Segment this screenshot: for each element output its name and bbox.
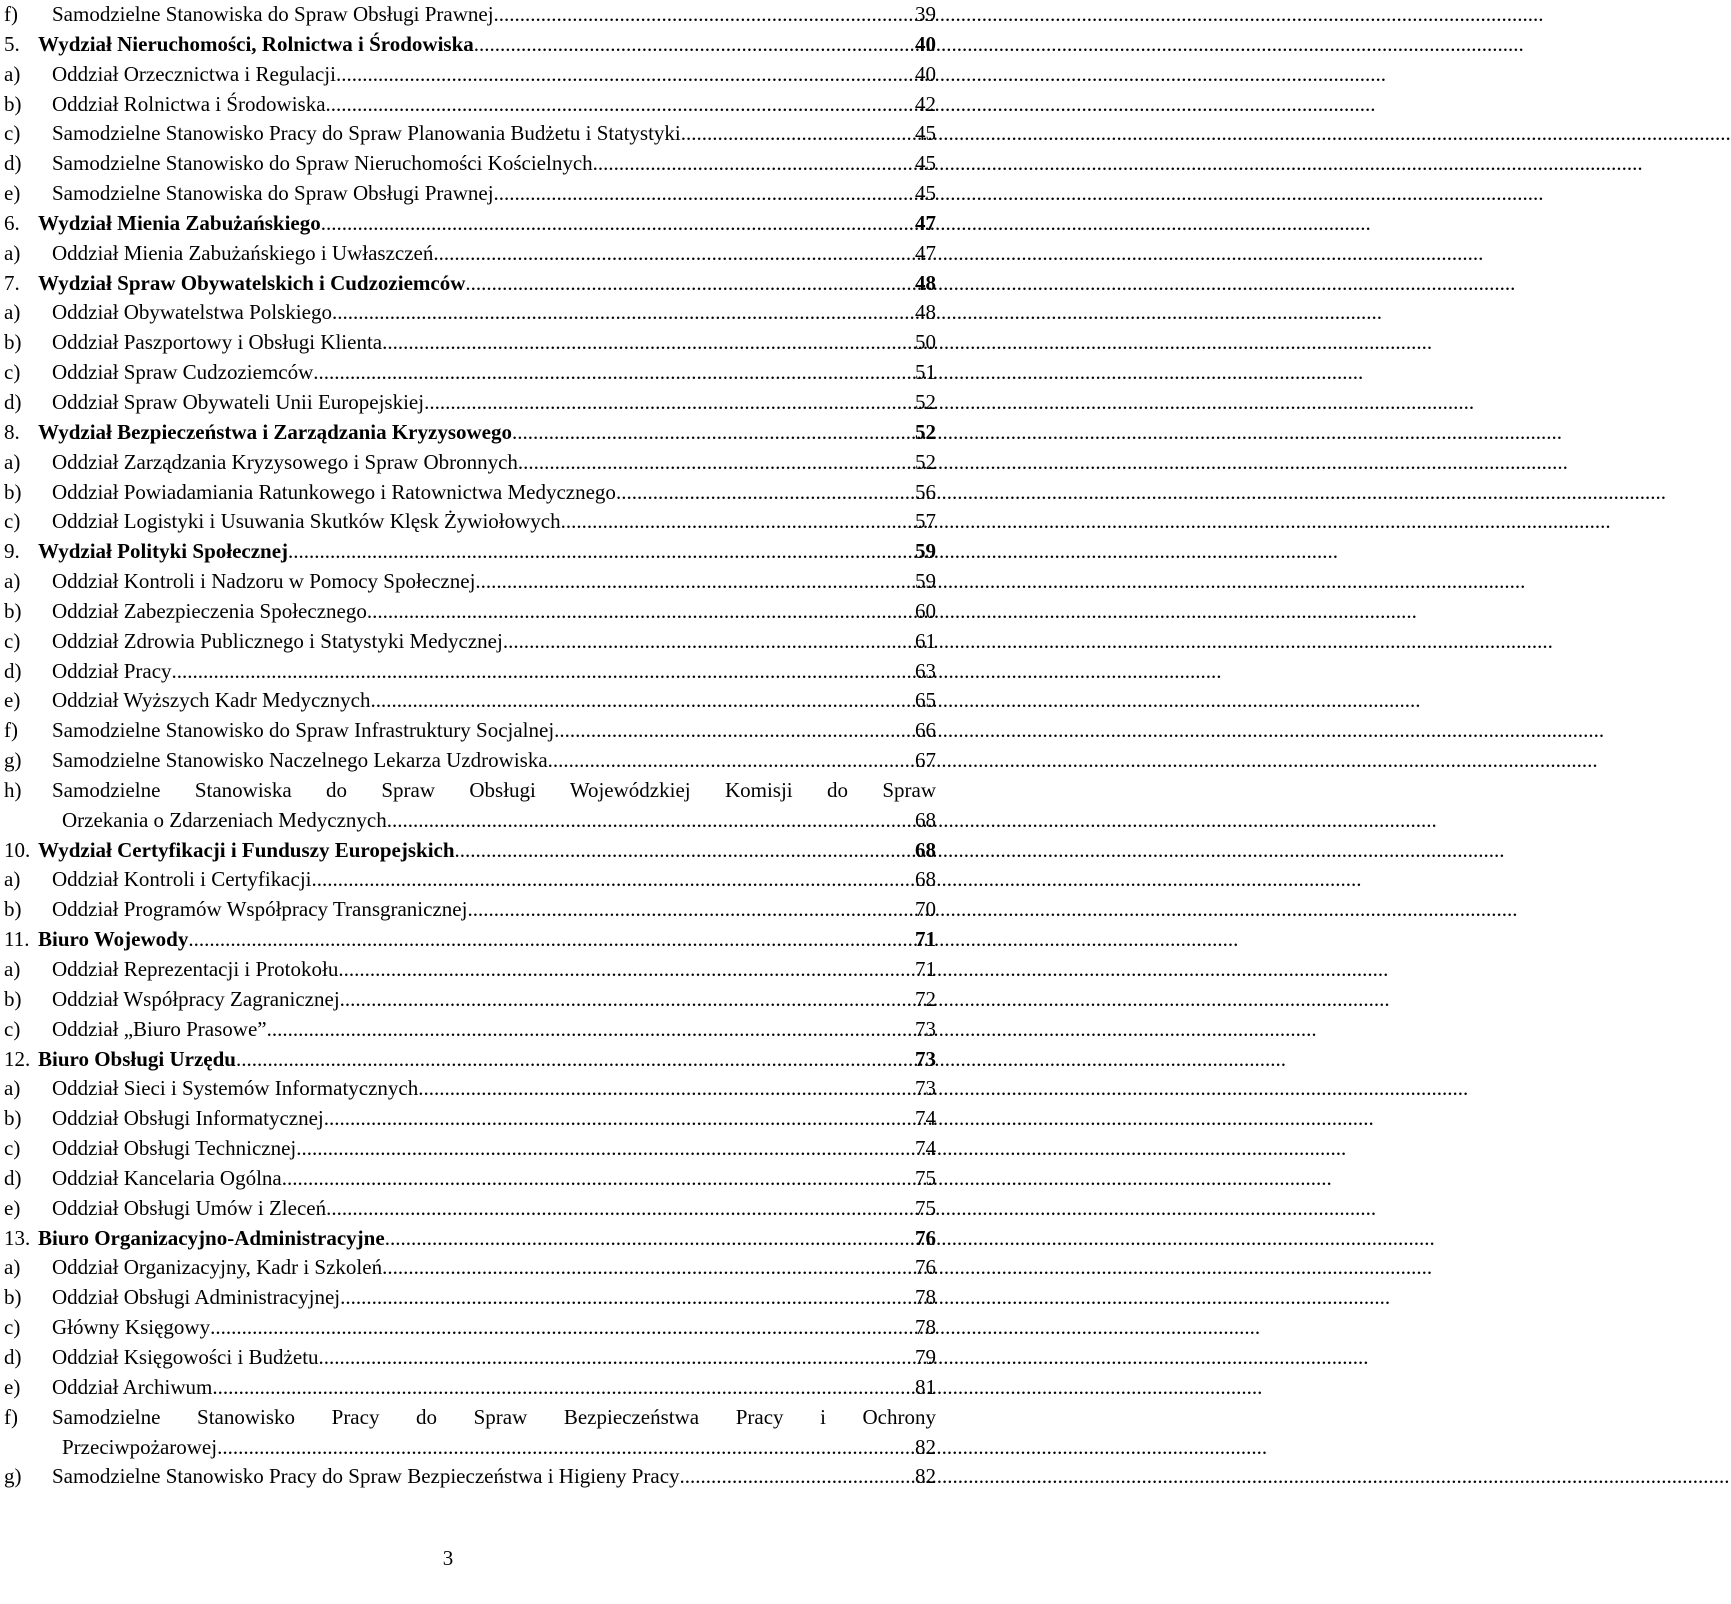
toc-entry-page: 78 [915, 1315, 936, 1340]
toc-entry-leader-dots [288, 537, 913, 567]
toc-entry-title: Oddział Rolnictwa i Środowiska [52, 91, 326, 116]
toc-entry-title: Oddział Współpracy Zagranicznej [52, 986, 340, 1011]
toc-entry-page: 68 [915, 837, 936, 862]
toc-entry-number: e) [4, 688, 21, 713]
toc-entry-title: Samodzielne Stanowisko do Spraw Nieruchomości Kościelnych [52, 151, 593, 176]
toc-entry-page: 76 [915, 1225, 936, 1250]
toc-entry-title: Wydział Nieruchomości, Rolnictwa i Środowiska [38, 31, 474, 56]
toc-entry-title: Oddział Spraw Obywateli Unii Europejskiej [52, 389, 425, 414]
toc-entry [4, 836, 936, 866]
toc-entry-number: c) [4, 121, 21, 146]
toc-entry [4, 149, 936, 179]
toc-entry-title: Oddział Logistyki i Usuwania Skutków Klęsk Żywiołowych [52, 509, 561, 534]
toc-entry-page: 76 [915, 1255, 936, 1280]
toc-entry-page: 59 [915, 569, 936, 594]
toc-entry-leader-dots [188, 925, 913, 955]
toc-entry-number: f) [4, 1404, 18, 1429]
toc-entry-leader-dots [554, 716, 913, 746]
toc-entry-number: a) [4, 1076, 21, 1101]
toc-entry [4, 90, 936, 120]
toc-entry-number: 8. [4, 419, 20, 444]
toc-entry-number: b) [4, 479, 22, 504]
toc-entry-page: 56 [915, 479, 936, 504]
toc-entry [4, 418, 936, 448]
toc-entry-title: Samodzielne Stanowiska do Spraw Obsługi Wojewódzkiej Komisji do Spraw [52, 777, 936, 802]
toc-entry-leader-dots [210, 1313, 913, 1343]
toc-entry [4, 1015, 936, 1045]
toc-entry-title: Oddział Kancelaria Ogólna [52, 1165, 282, 1190]
toc-entry-page: 63 [915, 658, 936, 683]
toc-entry-leader-dots [424, 388, 913, 418]
toc-entry-page: 73 [915, 1076, 936, 1101]
toc-entry [4, 209, 936, 239]
toc-entry-page: 67 [915, 748, 936, 773]
toc-entry-title: Oddział Kontroli i Nadzoru w Pomocy Społecznej [52, 569, 476, 594]
toc-entry [4, 657, 936, 687]
toc-entry-title: Oddział Organizacyjny, Kadr i Szkoleń [52, 1255, 383, 1280]
toc-entry-number: 7. [4, 270, 20, 295]
toc-entry-number: b) [4, 598, 22, 623]
toc-entry-page: 48 [915, 270, 936, 295]
toc-entry-title: Oddział Powiadamiania Ratunkowego i Ratownictwa Medycznego [52, 479, 616, 504]
toc-entry [4, 269, 936, 299]
toc-entry-page: 82 [915, 1434, 936, 1459]
toc-entry-leader-dots [313, 358, 913, 388]
toc-entry [4, 1045, 936, 1075]
toc-entry-page: 48 [915, 300, 936, 325]
toc-entry [4, 388, 936, 418]
toc-entry-title: Oddział Wyższych Kadr Medycznych [52, 688, 371, 713]
toc-entry-page: 47 [915, 210, 936, 235]
toc-entry-leader-dots [340, 985, 913, 1015]
toc-entry-page: 72 [915, 986, 936, 1011]
toc-entry-title: Oddział Sieci i Systemów Informatycznych [52, 1076, 419, 1101]
toc-entry-page: 52 [915, 389, 936, 414]
toc-entry-leader-dots [455, 836, 913, 866]
toc-entry-leader-dots [503, 627, 913, 657]
toc-entry-leader-dots [494, 179, 913, 209]
toc-entry-leader-dots [236, 1045, 913, 1075]
toc-entry-number: a) [4, 1255, 21, 1280]
toc-entry-leader-dots [616, 478, 913, 508]
toc-entry [4, 985, 936, 1015]
toc-entry-number: 5. [4, 31, 20, 56]
toc-entry-number: 10. [4, 837, 31, 862]
toc-entry-leader-dots [332, 298, 913, 328]
toc-entry-title: Samodzielne Stanowisko Pracy do Spraw Bezpieczeństwa i Higieny Pracy [52, 1464, 680, 1489]
toc-entry-page: 79 [915, 1344, 936, 1369]
toc-entry [4, 567, 936, 597]
toc-entry-title: Wydział Polityki Społecznej [38, 539, 289, 564]
toc-entry-leader-dots [593, 149, 913, 179]
toc-entry-number: d) [4, 151, 22, 176]
toc-entry [4, 507, 936, 537]
toc-entry-number: g) [4, 748, 22, 773]
toc-entry-number: a) [4, 449, 21, 474]
table-of-contents [4, 0, 936, 1492]
toc-entry-page: 45 [915, 151, 936, 176]
toc-entry-title: Oddział Obsługi Technicznej [52, 1136, 297, 1161]
toc-entry-page: 52 [915, 449, 936, 474]
toc-entry-leader-dots [324, 1104, 913, 1134]
toc-entry-page: 78 [915, 1285, 936, 1310]
toc-entry [4, 1283, 936, 1313]
toc-entry-number: d) [4, 658, 22, 683]
toc-entry [4, 895, 936, 925]
toc-entry-page: 50 [915, 330, 936, 355]
page-number: 3 [442, 1546, 454, 1570]
toc-entry-title: Samodzielne Stanowisko Pracy do Spraw Planowania Budżetu i Statystyki [52, 121, 681, 146]
toc-entry-title: Oddział Obsługi Informatycznej [52, 1106, 324, 1131]
toc-entry [4, 925, 936, 955]
toc-entry-page: 39 [915, 2, 936, 26]
toc-entry-number: f) [4, 718, 18, 743]
toc-entry-leader-dots [172, 657, 913, 687]
toc-entry-title: Oddział Archiwum [52, 1374, 213, 1399]
toc-entry [4, 686, 936, 716]
toc-entry [4, 776, 936, 806]
toc-entry [4, 1194, 936, 1224]
toc-entry-leader-dots [518, 448, 913, 478]
toc-entry-page: 71 [915, 957, 936, 981]
toc-entry-page: 82 [915, 1464, 936, 1489]
toc-entry-leader-dots [465, 269, 913, 299]
toc-entry-leader-dots [282, 1164, 913, 1194]
toc-entry [4, 1433, 936, 1463]
toc-entry-leader-dots [387, 806, 913, 836]
toc-entry-number: f) [4, 2, 18, 26]
toc-entry [4, 1104, 936, 1134]
toc-entry-title: Oddział Paszportowy i Obsługi Klienta [52, 330, 383, 355]
toc-entry-title: Oddział Obsługi Administracyjnej [52, 1285, 341, 1310]
toc-entry-number: c) [4, 628, 21, 653]
toc-entry-leader-dots [475, 567, 913, 597]
toc-entry [4, 1224, 936, 1254]
toc-entry-page: 60 [915, 598, 936, 623]
toc-entry-number: b) [4, 91, 22, 116]
toc-entry-leader-dots [548, 746, 913, 776]
toc-entry-number: b) [4, 330, 22, 355]
toc-entry-leader-dots [321, 209, 913, 239]
toc-entry-number: a) [4, 957, 21, 981]
toc-entry [4, 1313, 936, 1343]
toc-entry-page: 81 [915, 1374, 936, 1399]
toc-entry-title: Orzekania o Zdarzeniach Medycznych [62, 807, 387, 832]
toc-entry-page: 57 [915, 509, 936, 534]
toc-entry-title: Oddział Kontroli i Certyfikacji [52, 867, 312, 892]
toc-entry [4, 537, 936, 567]
toc-entry-leader-dots [212, 1373, 913, 1403]
toc-entry-title: Główny Księgowy [52, 1315, 211, 1340]
toc-entry-page: 70 [915, 897, 936, 922]
toc-entry-number: c) [4, 509, 21, 534]
toc-entry-page: 59 [915, 539, 936, 564]
toc-entry-page: 40 [915, 61, 936, 86]
toc-entry-number: c) [4, 1016, 21, 1041]
toc-entry-number: c) [4, 1315, 21, 1340]
toc-entry-number: 12. [4, 1046, 31, 1071]
toc-entry [4, 627, 936, 657]
toc-entry [4, 806, 936, 836]
toc-entry-number: h) [4, 777, 22, 802]
toc-entry-number: e) [4, 1195, 21, 1220]
toc-entry-title: Samodzielne Stanowisko Pracy do Spraw Bezpieczeństwa Pracy i Ochrony [52, 1404, 936, 1429]
toc-entry-title: Samodzielne Stanowiska do Spraw Obsługi Prawnej [52, 181, 494, 206]
toc-entry [4, 0, 936, 30]
toc-entry-title: Oddział Programów Współpracy Transgranicznej [52, 897, 468, 922]
toc-entry-leader-dots [367, 597, 913, 627]
toc-entry-title: Wydział Bezpieczeństwa i Zarządzania Kryzysowego [38, 419, 512, 444]
toc-entry-page: 74 [915, 1106, 936, 1131]
toc-entry-number: 13. [4, 1225, 31, 1250]
toc-entry [4, 1164, 936, 1194]
toc-entry-title: Oddział Orzecznictwa i Regulacji [52, 61, 336, 86]
toc-entry-number: b) [4, 1106, 22, 1131]
toc-entry-leader-dots [494, 0, 913, 30]
toc-entry [4, 179, 936, 209]
toc-entry-number: a) [4, 61, 21, 86]
toc-entry-page: 68 [915, 867, 936, 892]
toc-entry-page: 74 [915, 1136, 936, 1161]
toc-entry-number: c) [4, 1136, 21, 1161]
toc-entry-page: 75 [915, 1195, 936, 1220]
toc-entry-leader-dots [296, 1134, 913, 1164]
toc-entry-page: 71 [915, 927, 936, 952]
toc-entry-leader-dots [217, 1433, 913, 1463]
toc-entry-number: a) [4, 569, 21, 594]
toc-entry-page: 61 [915, 628, 936, 653]
toc-entry-page: 75 [915, 1165, 936, 1190]
toc-entry-leader-dots [338, 955, 913, 985]
toc-entry-number: a) [4, 867, 21, 892]
toc-entry-title: Samodzielne Stanowisko do Spraw Infrastruktury Socjalnej [52, 718, 555, 743]
toc-entry-number: e) [4, 1374, 21, 1399]
toc-entry-number: a) [4, 240, 21, 265]
toc-entry [4, 716, 936, 746]
toc-entry-leader-dots [336, 60, 913, 90]
toc-entry-title: Oddział Mienia Zabużańskiego i Uwłaszczeń [52, 240, 434, 265]
toc-entry-number: 9. [4, 539, 20, 564]
toc-entry-page: 42 [915, 91, 936, 116]
toc-entry [4, 1403, 936, 1433]
toc-entry [4, 1253, 936, 1283]
toc-entry-page: 52 [915, 419, 936, 444]
toc-entry-title: Biuro Wojewody [38, 927, 189, 952]
toc-entry [4, 1343, 936, 1373]
toc-entry-title: Samodzielne Stanowisko Naczelnego Lekarza Uzdrowiska [52, 748, 548, 773]
toc-entry-page: 45 [915, 181, 936, 206]
toc-entry-leader-dots [467, 895, 913, 925]
toc-entry-title: Oddział Pracy [52, 658, 172, 683]
toc-entry [4, 865, 936, 895]
toc-entry-leader-dots [340, 1283, 913, 1313]
toc-entry-number: b) [4, 986, 22, 1011]
toc-entry-page: 68 [915, 807, 936, 832]
toc-entry [4, 60, 936, 90]
toc-entry [4, 239, 936, 269]
toc-entry [4, 1134, 936, 1164]
toc-entry-page: 66 [915, 718, 936, 743]
toc-entry-page: 45 [915, 121, 936, 146]
toc-entry-number: d) [4, 389, 22, 414]
toc-entry-title: Biuro Obsługi Urzędu [38, 1046, 236, 1071]
toc-entry-number: b) [4, 897, 22, 922]
toc-entry-leader-dots [474, 30, 913, 60]
toc-entry-leader-dots [326, 1194, 913, 1224]
toc-entry-title: Oddział „Biuro Prasowe” [52, 1016, 267, 1041]
toc-entry-leader-dots [319, 1343, 913, 1373]
toc-entry-leader-dots [512, 418, 913, 448]
toc-entry-leader-dots [385, 1224, 913, 1254]
toc-entry [4, 119, 936, 149]
toc-entry-title: Oddział Zdrowia Publicznego i Statystyki Medycznej [52, 628, 503, 653]
toc-entry-title: Wydział Spraw Obywatelskich i Cudzoziemców [38, 270, 466, 295]
toc-entry [4, 448, 936, 478]
toc-entry-leader-dots [681, 119, 913, 149]
toc-entry [4, 955, 936, 985]
toc-entry-page: 51 [915, 360, 936, 385]
toc-entry [4, 478, 936, 508]
toc-entry-page: 73 [915, 1016, 936, 1041]
toc-entry-number: a) [4, 300, 21, 325]
toc-entry-title: Oddział Zarządzania Kryzysowego i Spraw Obronnych [52, 449, 518, 474]
toc-entry-leader-dots [326, 90, 913, 120]
toc-entry-leader-dots [433, 239, 913, 269]
toc-entry-title: Oddział Reprezentacji i Protokołu [52, 957, 339, 981]
toc-entry [4, 1074, 936, 1104]
toc-entry-leader-dots [418, 1074, 913, 1104]
toc-entry-leader-dots [680, 1462, 913, 1492]
toc-entry [4, 1373, 936, 1403]
toc-entry-title: Oddział Zabezpieczenia Społecznego [52, 598, 367, 623]
toc-entry [4, 358, 936, 388]
toc-entry-page: 40 [915, 31, 936, 56]
toc-entry-title: Przeciwpożarowej [62, 1434, 218, 1459]
toc-entry-number: d) [4, 1344, 22, 1369]
toc-entry-leader-dots [312, 865, 913, 895]
toc-entry-title: Oddział Obywatelstwa Polskiego [52, 300, 332, 325]
toc-entry [4, 746, 936, 776]
toc-entry-leader-dots [382, 1253, 913, 1283]
toc-entry-title: Oddział Obsługi Umów i Zleceń [52, 1195, 327, 1220]
toc-entry-leader-dots [561, 507, 913, 537]
toc-entry-leader-dots [267, 1015, 913, 1045]
toc-entry [4, 1462, 936, 1492]
toc-entry-number: g) [4, 1464, 22, 1489]
toc-entry [4, 328, 936, 358]
toc-entry-page: 47 [915, 240, 936, 265]
toc-entry [4, 298, 936, 328]
toc-entry-number: e) [4, 181, 21, 206]
toc-entry-title: Samodzielne Stanowiska do Spraw Obsługi Prawnej [52, 2, 494, 26]
toc-entry-title: Oddział Spraw Cudzoziemców [52, 360, 314, 385]
toc-entry [4, 597, 936, 627]
toc-entry-title: Wydział Mienia Zabużańskiego [38, 210, 321, 235]
toc-entry [4, 30, 936, 60]
toc-entry-number: b) [4, 1285, 22, 1310]
toc-entry-number: c) [4, 360, 21, 385]
toc-entry-title: Biuro Organizacyjno-Administracyjne [38, 1225, 385, 1250]
toc-entry-title: Oddział Księgowości i Budżetu [52, 1344, 319, 1369]
toc-entry-number: d) [4, 1165, 22, 1190]
toc-entry-number: 11. [4, 927, 30, 952]
toc-entry-leader-dots [382, 328, 913, 358]
toc-entry-page: 73 [915, 1046, 936, 1071]
toc-entry-page: 65 [915, 688, 936, 713]
toc-entry-leader-dots [370, 686, 913, 716]
toc-entry-title: Wydział Certyfikacji i Funduszy Europejskich [38, 837, 455, 862]
toc-entry-number: 6. [4, 210, 20, 235]
